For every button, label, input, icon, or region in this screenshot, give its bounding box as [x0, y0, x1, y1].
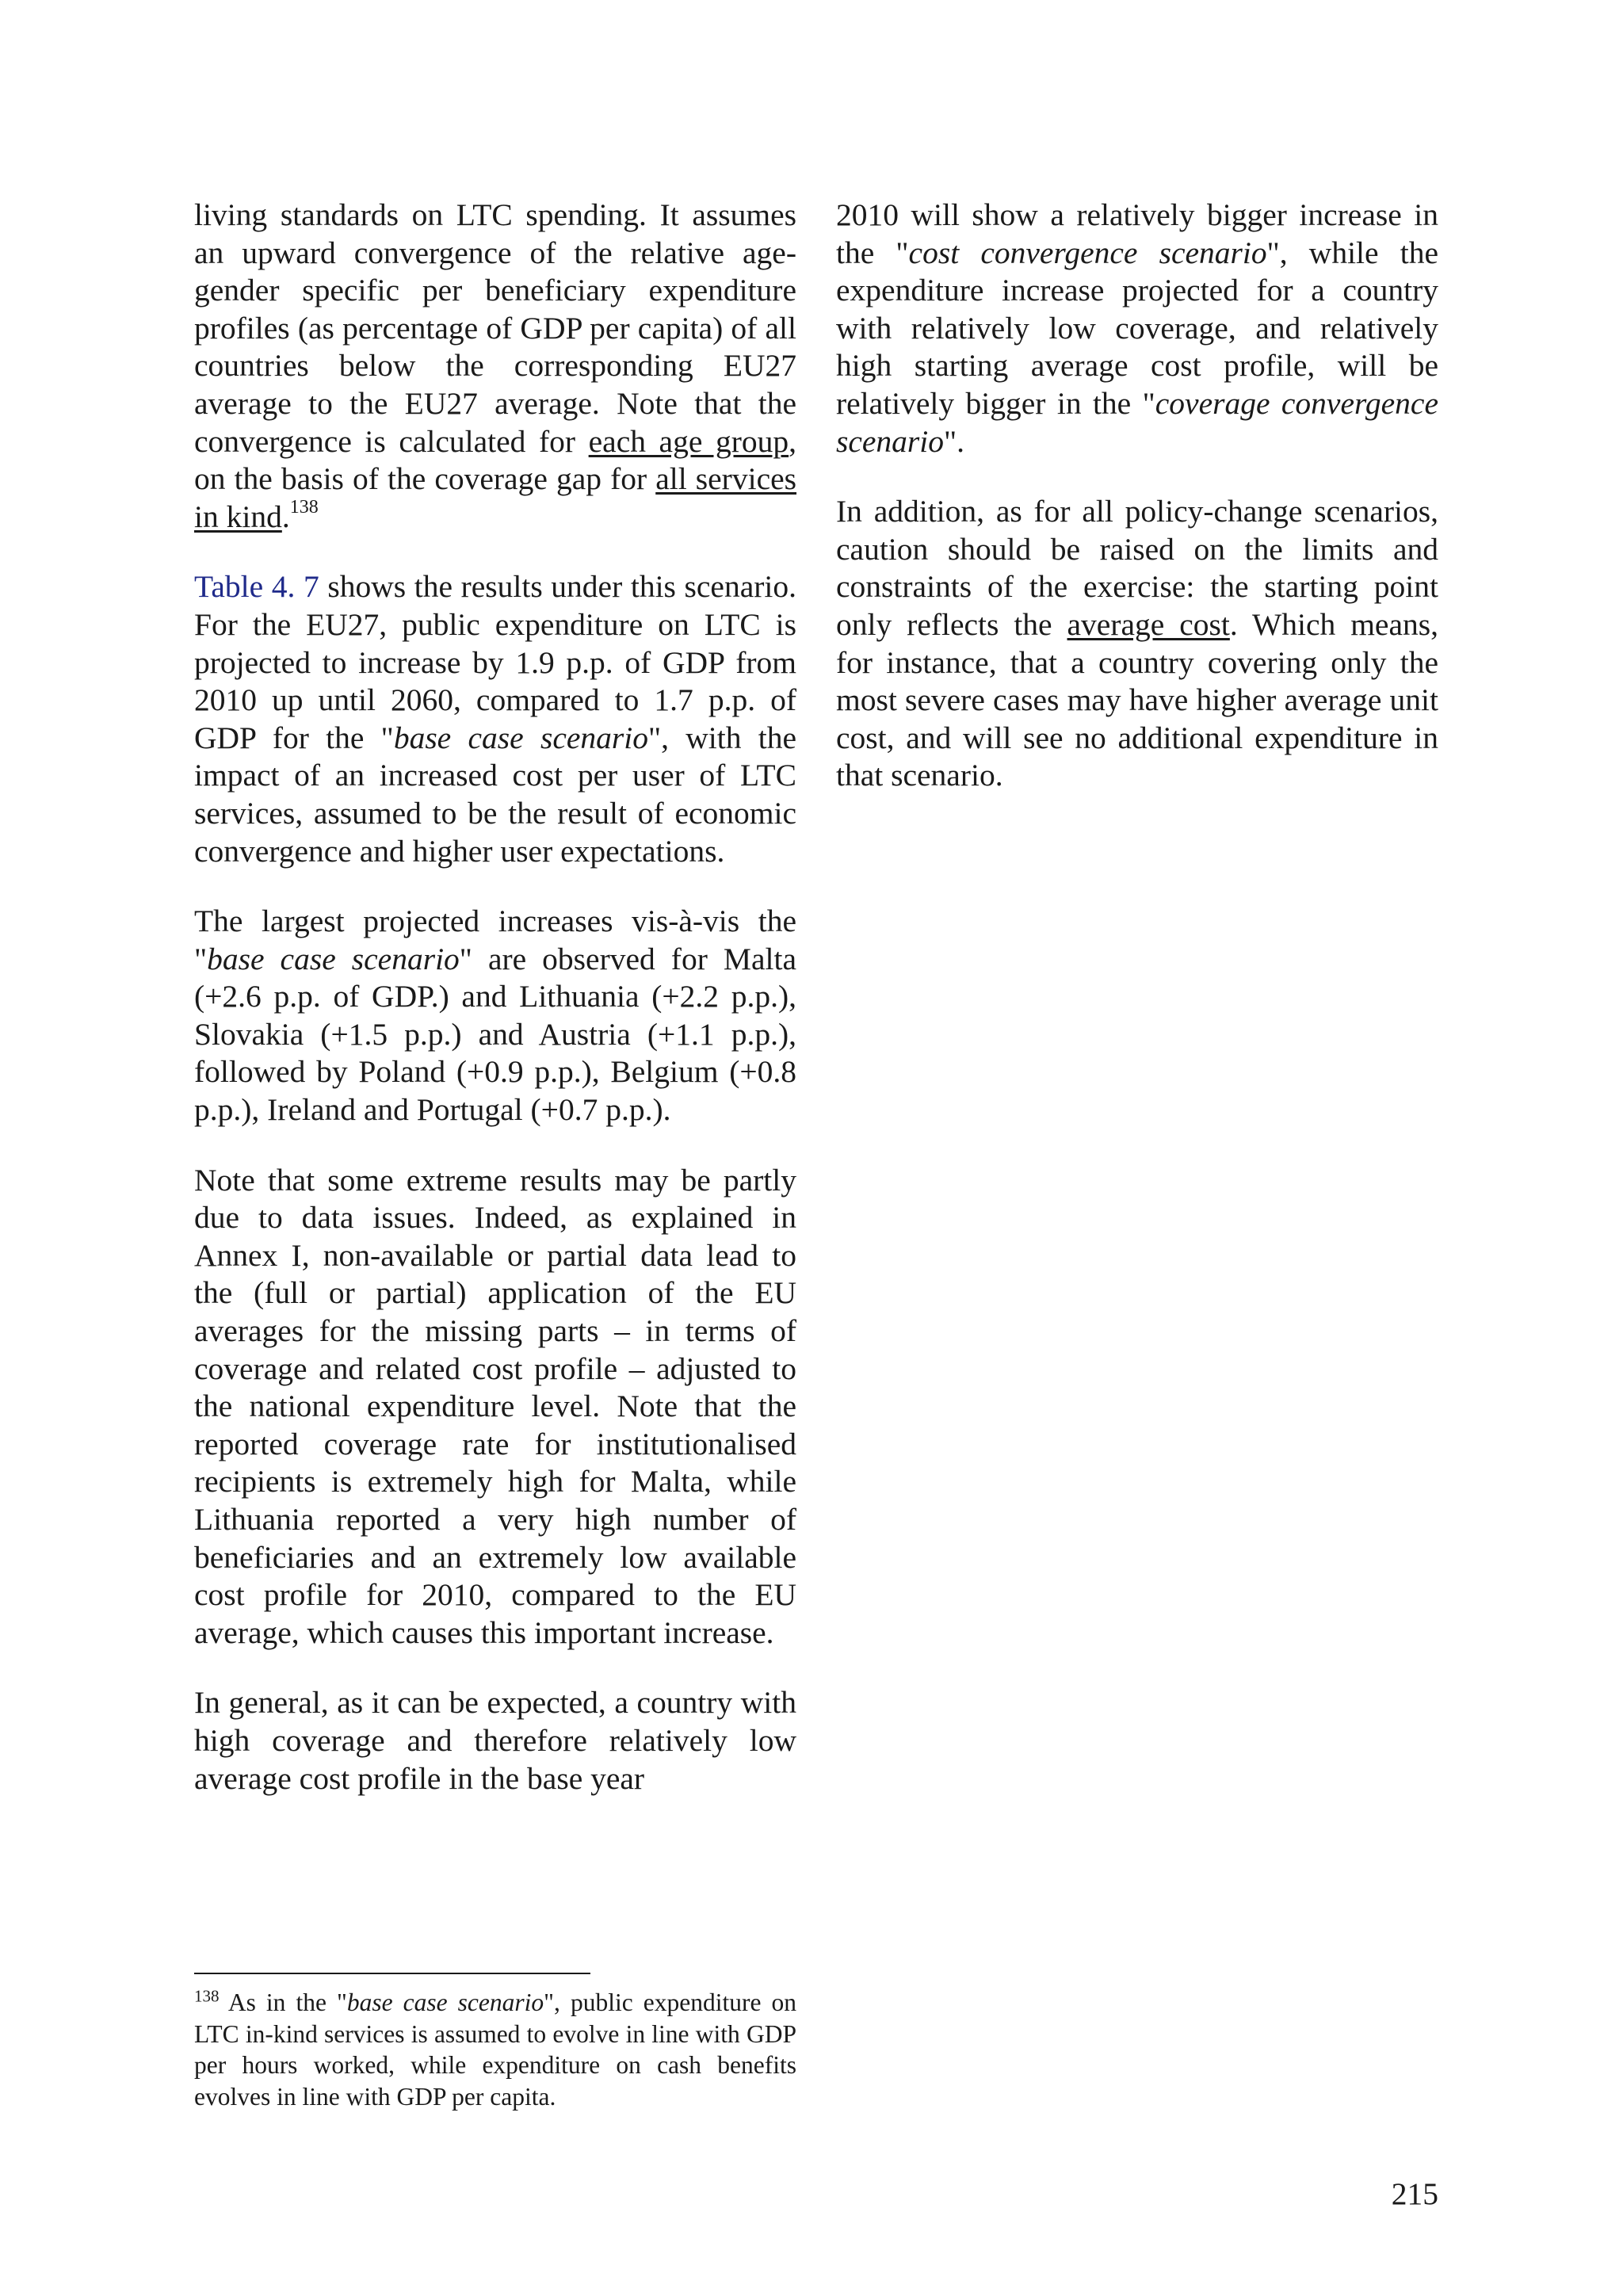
footnote: $^{138}$ As in the "base case scenario", public expenditure on LTC in-kind services is assumed to evolve in line with GDP per hours worked, while expenditure on cash benefits evolves in line with GDP per capita. [194, 1986, 796, 2111]
underlined-text: all services in kind [194, 461, 797, 534]
paragraph-largest-increases: The largest projected increases vis-à-vis the "base case scenario" are observed for Malta (+2.6 p.p. of GDP.) and Lithuania (+2.2 p.p.), Slovakia (+1.5 p.p.) and Austria (+1.1 p.p.), followed by Poland (+0.9 p.p.), Belgium (+0.8 p.p.), Ireland and Portugal (+0.7 p.p.). [194, 904, 797, 1128]
left-column [194, 197, 796, 1830]
paragraph-general: In general, as it can be expected, a country with high coverage and therefore relatively low average cost profile in the base year [194, 1685, 796, 1796]
paragraph-scenario-comparison: 2010 will show a relatively bigger increase in the "cost convergence scenario", while the expenditure increase projected for a country with relatively low coverage, and relatively high starting average cost profile, will be relatively bigger in the "coverage convergence scenario". [836, 197, 1438, 459]
paragraph-method-description: living standards on LTC spending. It assumes an upward convergence of the relative age-gender specific per beneficiary expenditure profiles (as percentage of GDP per capita) of all countries below the corresponding EU27 average to the EU27 average. Note that the convergence is calculated for each age group, on the basis of the coverage gap for all services in kind.$^{138}$ [194, 197, 797, 534]
underlined-text: average cost [1067, 606, 1230, 642]
underlined-text: each age group [588, 423, 789, 459]
paragraph-data-issues: Note that some extreme results may be partly due to data issues. Indeed, as explained in Annex I, non-available or partial data lead to the (full or partial) application of the EU averages for the missing parts – in terms of coverage and related cost profile – adjusted to the national expenditure level. Note that the reported coverage rate for institutionalised recipients is extremely high for Malta, while Lithuania reported a very high number of beneficiaries and an extremely low available cost profile for 2010, compared to the EU average, which causes this important increase. [194, 1162, 796, 1650]
footnote-reference[interactable]: 138 [289, 496, 319, 518]
footnote-number: 138 [194, 1986, 220, 2006]
page-number: 215 [1391, 2176, 1438, 2211]
footnote-separator [194, 1973, 590, 1974]
paragraph-caution: In addition, as for all policy-change scenarios, caution should be raised on the limits and constraints of the exercise: the starting point only reflects the average cost. Which means, for instance, that a country covering only the most severe cases may have higher average unit cost, and will see no additional expenditure in that scenario. [836, 494, 1438, 793]
table-cross-reference-link[interactable]: Table 4. 7 [194, 569, 319, 605]
right-column [836, 197, 1438, 827]
paragraph-results: Table 4. 7 shows the results under this scenario. For the EU27, public expenditure on LTC is projected to increase by 1.9 p.p. of GDP from 2010 up until 2060, compared to 1.7 p.p. of GDP for the "base case scenario", with the impact of an increased cost per user of LTC services, assumed to be the result of economic convergence and higher user expectations. [194, 569, 797, 869]
